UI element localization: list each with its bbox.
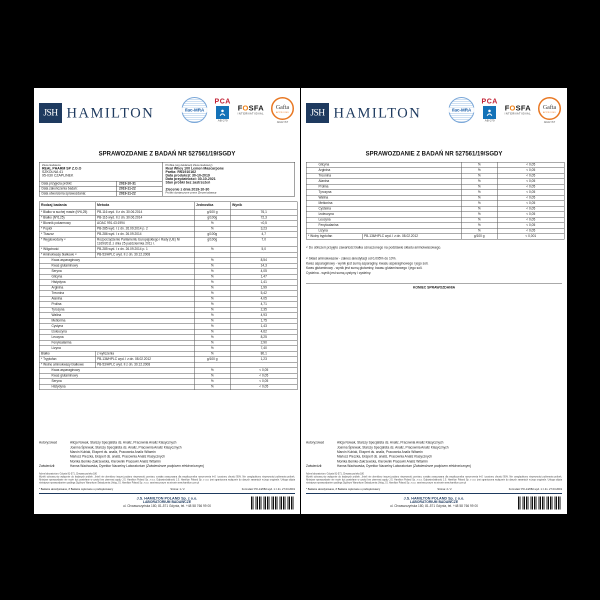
results-table-page2 — [306, 162, 565, 240]
pca-pictogram-icon — [216, 106, 229, 119]
test-unit: % — [194, 351, 230, 357]
accreditation-legend: * Badanie akredytowane, # Badanie wykonane u podwykonawcy — [306, 488, 381, 491]
result-row — [39, 384, 297, 390]
authorized-label: Autoryzował: — [39, 441, 58, 445]
test-result: < 0,05 — [230, 368, 297, 374]
test-name: * Błonnik pokarmowy — [39, 221, 95, 227]
test-method: PB-285 wyd. I z dn. 26.09.2014 p. 1 — [95, 247, 194, 253]
sample-detail-line: Data produkcji: 30-10-2019 — [165, 174, 210, 178]
test-unit: % — [194, 280, 230, 286]
info-box — [39, 162, 295, 197]
test-name: Białko — [39, 351, 95, 357]
client-label: Zleceniodawca — [42, 164, 61, 167]
test-name: Histydyna — [39, 384, 194, 390]
test-name: Arginina — [39, 285, 194, 291]
ilac-mra-badge-icon: ilac-MRA — [182, 97, 208, 123]
test-result: 4,62 — [230, 329, 297, 335]
fosfa-badge-icon: FOSFA INTERNATIONAL — [237, 104, 264, 116]
results-header-row — [39, 202, 297, 210]
test-unit: % — [461, 201, 497, 207]
test-method: PB-53/HPLC wyd. II z dn. 30.12.2008 — [95, 362, 194, 368]
result-row — [306, 234, 564, 240]
test-result: < 0,05 — [497, 206, 564, 212]
test-unit: % — [461, 184, 497, 190]
client-address-line: 95-030 CZAPLINEK — [42, 174, 74, 178]
form-number: Formularz PO-14/08d wyd. 1 z dn. 27.03.2019 — [508, 488, 562, 491]
authorized-person: Alicja Nowak, Starszy Specjalista ds. Analiz, Pracownia Analiz Klasycznych — [337, 441, 444, 445]
test-name: Metionina — [39, 318, 194, 324]
test-unit: % — [194, 368, 230, 374]
test-result: < 0,05 — [497, 201, 564, 207]
test-result: 1,47 — [230, 274, 297, 280]
date-row — [40, 186, 163, 191]
test-unit: % — [194, 269, 230, 275]
test-unit: % — [461, 168, 497, 174]
brand-name: HAMILTON — [66, 104, 155, 121]
test-name: Metionina — [306, 201, 461, 207]
test-result: < 0,05 — [497, 228, 564, 234]
accreditation-legend: * Badanie akredytowane, # Badanie wykonane u podwykonawcy — [39, 488, 114, 491]
test-unit: % — [194, 346, 230, 352]
results-table-page1 — [39, 202, 298, 390]
test-name: Seryna — [39, 379, 194, 385]
test-name: Histydyna — [39, 280, 194, 286]
test-name: Leucyna — [39, 335, 194, 341]
test-unit: % — [194, 302, 230, 308]
ilac-mra-badge-icon: ilac-MRA — [449, 97, 475, 123]
hamilton-logo — [39, 103, 154, 123]
test-method: z wyliczenia — [95, 351, 194, 357]
test-result: 2,90 — [230, 340, 297, 346]
barcode — [518, 497, 562, 510]
order-line: Zlecenie z dnia 2019-10-30 — [165, 188, 210, 192]
delivery-line: Próbki dostarczone przez Zleceniodawcę — [165, 191, 217, 195]
test-method: PB-136/HPLC wyd. I z dn. 08.02.2012 — [362, 234, 461, 240]
lab-address-line: Adres laboratorium: Gdynia 81-571, Chwaszczyńska 180 — [306, 472, 364, 476]
test-result: < 0,05 — [497, 217, 564, 223]
lab-address-line: Adres laboratorium: Gdynia 81-571, Chwaszczyńska 180 — [39, 472, 97, 476]
company-name: J.S. HAMILTON POLAND Sp. z o.o. — [136, 496, 198, 501]
authorized-person: Monika Bemke-Zakrzewska, Kierownik Pracowni Analiz Witamin — [70, 459, 161, 464]
test-unit: g/100g — [194, 215, 230, 221]
test-result: < 0,05 — [497, 190, 564, 196]
authorized-person: Joanna Śpiewak, Starszy Specjalista ds. Analiz, Pracownia Analiz Klasycznych — [337, 445, 449, 450]
test-method: PB-53/HPLC wyd. II z dn. 30.12.2008 — [95, 252, 194, 258]
test-result: 76,1 — [230, 210, 297, 216]
legal-paragraph: Wyniki odnoszą się wyłącznie do badanych próbek. Jeżeli nie określono inaczej podano niepewność pomiaru; została oszacowana dla współczynnika rozszerzenia k=2 i poziomu ufności 95%. Nie uwzględniono niepewności pobierania próbek. Niniejsze sprawozdanie nie może być powielane w części bez pisemnej zgody J.S. Hamilton Poland Sp. z o.o. Odpowiedzialność J.S. Hamilton Poland Sp. z o.o. jest ograniczona wyłącznie do danych zawartych w jego oryginale. Usługa objęta niniejszym sprawozdaniem podlega Ogólnym Warunkom Świadczenia Usług J.S. Hamilton Poland Sp. z o.o. zamieszczonym na stronie www.hamilton.com.pl — [306, 475, 562, 485]
test-unit: % — [461, 162, 497, 168]
test-unit: % — [461, 223, 497, 229]
date-label: Data przyjęcia próbki: — [41, 182, 73, 186]
test-name: Lizyna — [306, 228, 461, 234]
test-unit: % — [194, 296, 230, 302]
test-method: PB-116 wyd. II z dn. 30.06.2014 — [95, 210, 194, 216]
test-unit: % — [194, 307, 230, 313]
date-row — [40, 191, 163, 196]
page-header — [39, 96, 295, 144]
date-value: 2019-11-22 — [117, 187, 163, 192]
test-name: Seryna — [39, 269, 194, 275]
test-name: Alanina — [39, 296, 194, 302]
test-unit: g/100 g — [194, 210, 230, 216]
page-number: Strona: 1 / 2 — [170, 488, 185, 491]
test-result: <0,5 — [230, 221, 297, 227]
test-result: 7,40 — [230, 346, 297, 352]
date-label: Data utworzenia sprawozdania: — [41, 192, 87, 196]
test-result: 3,23 — [230, 226, 297, 232]
test-method: AOAC 991.43:1994 — [95, 221, 194, 227]
test-name: Walina — [306, 195, 461, 201]
authorized-person: Marcin Kubiak, Ekspert ds. analiz, Pracownia Analiz Witamin — [70, 450, 156, 454]
test-name: Treonina — [306, 173, 461, 179]
approved-person: Hanna Wachowska, Dyrektor Naczelny Laboratorium (Zatwierdzone podpisem elektronicznym) — [337, 464, 472, 468]
sample-panel — [162, 163, 295, 197]
company-name: J.S. HAMILTON POLAND Sp. z o.o. — [403, 496, 465, 501]
test-result: < 0,05 — [497, 223, 564, 229]
test-result: 7,0 — [230, 237, 297, 247]
page-footer — [306, 441, 562, 508]
test-name: * Popiół — [39, 226, 95, 232]
test-result: < 0,05 — [230, 379, 297, 385]
test-result: 80,1 — [230, 351, 297, 357]
test-unit: g/100g — [194, 237, 230, 247]
test-method: Rozporządzenie Parlamentu Europejskiego i Rady (UE) Nr 1169/2011 z dnia 25 października 2011 r. — [95, 237, 194, 247]
test-name: Arginina — [306, 168, 461, 174]
test-result: 5,42 — [230, 291, 297, 297]
company-block — [306, 493, 562, 508]
test-name: * Białko (N*6,25) — [39, 215, 95, 221]
test-unit: g/100 g — [461, 234, 497, 240]
company-address: ul. Chwaszczyńska 180, 81-571 Gdynia, tel. +48 58 766 99 00 — [122, 504, 212, 508]
certification-badges — [449, 97, 562, 124]
test-method: PB-116 wyd. II z dn. 30.06.2014 — [95, 215, 194, 221]
test-result: < 0,05 — [230, 384, 297, 390]
test-result: 1,75 — [230, 318, 297, 324]
test-unit: g/100 g — [194, 357, 230, 363]
hamilton-monogram-icon: JSH — [306, 103, 329, 123]
approved-person: Hanna Wachowska, Dyrektor Naczelny Laboratorium (Zatwierdzone podpisem elektronicznym) — [70, 464, 205, 468]
company-block — [39, 493, 295, 508]
test-name: * Tłuszcz — [39, 232, 95, 238]
test-result: 5,0 — [230, 247, 297, 253]
test-unit: % — [194, 285, 230, 291]
test-result: < 0,001 — [497, 234, 564, 240]
test-name: * Wolne aminokwasy białkowe — [39, 362, 95, 368]
page-header — [306, 96, 562, 144]
test-unit: % — [461, 212, 497, 218]
signatures-block — [306, 441, 562, 469]
test-unit: % — [194, 313, 230, 319]
test-method: PB-136/HPLC wyd. I z dn. 08.02.2012 — [95, 357, 194, 363]
test-name: * Tryptofan — [39, 357, 95, 363]
test-unit: % — [194, 274, 230, 280]
test-unit: % — [194, 263, 230, 269]
test-name: Kwas glutaminowy — [39, 263, 194, 269]
test-unit: % — [461, 179, 497, 185]
meta-row — [39, 488, 295, 491]
test-name: Glicyna — [306, 162, 461, 168]
date-value: 2019-10-31 — [117, 182, 163, 187]
col-header-test: Rodzaj badania — [39, 202, 95, 210]
test-unit: % — [194, 226, 230, 232]
test-unit: % — [461, 195, 497, 201]
authorized-person: Joanna Śpiewak, Starszy Specjalista ds. Analiz, Pracownia Analiz Klasycznych — [70, 445, 182, 450]
hamilton-monogram-icon: JSH — [39, 103, 62, 123]
col-header-result: Wynik — [230, 202, 297, 210]
approved-label: Zatwierdził: — [306, 464, 323, 468]
pca-badge-icon: PCA AB 079 — [481, 97, 498, 123]
brand-name: HAMILTON — [333, 104, 422, 121]
test-unit: % — [461, 217, 497, 223]
authorized-person: Monika Bemke-Zakrzewska, Kierownik Pracowni Analiz Witamin — [337, 459, 428, 464]
test-result: 2,35 — [230, 307, 297, 313]
col-header-method: Metoda — [95, 202, 194, 210]
sample-details — [166, 171, 292, 185]
test-unit: % — [194, 340, 230, 346]
test-result: < 0,05 — [497, 173, 564, 179]
test-name: Izoleucyna — [39, 329, 194, 335]
pca-badge-icon: PCA AB 079 — [214, 97, 231, 123]
page-number: Strona: 2 / 2 — [437, 488, 452, 491]
test-unit: % — [194, 373, 230, 379]
test-name: * Węglowodany ¹⁾ — [39, 237, 95, 247]
test-name: Kwas glutaminowy — [39, 373, 194, 379]
test-result: < 0,05 — [497, 162, 564, 168]
report-title: SPRAWOZDANIE Z BADAŃ NR 527561/19/SGDY — [365, 150, 503, 157]
test-name: Fenyloalanina — [39, 340, 194, 346]
test-result: < 0,05 — [497, 179, 564, 185]
test-unit: % — [194, 247, 230, 253]
test-name: Walina — [39, 313, 194, 319]
footnote-2-line: ²⁾ Skład aminokwasów - zakres akredytacji od 0,095% do 10%. — [306, 256, 397, 261]
page-footer — [39, 441, 295, 508]
test-name: Prolina — [306, 184, 461, 190]
certification-badges — [182, 97, 295, 124]
test-unit: % — [194, 384, 230, 390]
meta-row — [306, 488, 562, 491]
test-result: < 0,05 — [497, 168, 564, 174]
test-name: Glicyna — [39, 274, 194, 280]
test-result: 72,3 — [230, 215, 297, 221]
date-value: 2019-11-22 — [117, 192, 163, 197]
test-unit: % — [461, 173, 497, 179]
end-of-report-label: KONIEC SPRAWOZDANIA — [412, 285, 456, 290]
test-name: Treonina — [39, 291, 194, 297]
authorized-person: Mariusz Pieczka, Ekspert ds. analiz, Pracownia Analiz Klasycznych — [70, 455, 166, 459]
report-title: SPRAWOZDANIE Z BADAŃ NR 527561/19/SGDY — [98, 150, 236, 157]
test-result: 4,7 — [230, 232, 297, 238]
sample-name: Real Whey 100 Lemon Mascarpone — [165, 167, 224, 171]
test-result: 8,54 — [230, 258, 297, 264]
test-result: 1,99 — [230, 285, 297, 291]
test-name: Cystyna — [39, 324, 194, 330]
test-result: 14,3 — [230, 263, 297, 269]
company-dept: LABORATORIUM BADAWCZE — [142, 500, 192, 504]
form-number: Formularz PO-14/08d wyd. 1 z dn. 27.03.2019 — [241, 488, 295, 491]
result-row — [39, 237, 297, 247]
test-method: PB-285 wyd. I z dn. 26.09.2014 p. 2 — [95, 226, 194, 232]
col-header-unit: Jednostka — [194, 202, 230, 210]
end-divider — [306, 283, 562, 284]
date-row — [40, 181, 163, 186]
pca-pictogram-icon — [483, 106, 496, 119]
test-unit: % — [194, 291, 230, 297]
test-name: * Wilgotność — [39, 247, 95, 253]
test-name: * Wolny tryptofan — [306, 234, 362, 240]
signatures-block — [39, 441, 295, 469]
footnote-1: ¹⁾ Do obliczeń przyjęto zawartość białka oznaczonego na podstawie składu aminokwasowego. — [306, 246, 442, 250]
test-unit: % — [461, 190, 497, 196]
client-name: REAL PHARM SP Z.O.O — [42, 167, 82, 171]
test-unit: % — [194, 324, 230, 330]
test-name: Tyrozyna — [306, 190, 461, 196]
report-page-2 — [301, 88, 567, 514]
test-name: Alanina — [306, 179, 461, 185]
test-result: 1,41 — [230, 280, 297, 286]
test-name: Lizyna — [39, 346, 194, 352]
fosfa-badge-icon: FOSFA INTERNATIONAL — [504, 104, 531, 116]
legal-text — [39, 473, 295, 485]
test-result: 8,25 — [230, 335, 297, 341]
client-address — [42, 171, 160, 178]
test-name: Izoleucyna — [306, 212, 461, 218]
test-unit: % — [461, 228, 497, 234]
test-result: 4,93 — [230, 313, 297, 319]
test-unit: % — [194, 258, 230, 264]
authorized-person: Mariusz Pieczka, Ekspert ds. analiz, Pracownia Analiz Klasycznych — [337, 455, 433, 459]
test-unit: % — [461, 206, 497, 212]
test-method: PB-286 wyd. I z dn. 26.09.2014 — [95, 232, 194, 238]
report-page-1 — [34, 88, 300, 514]
test-name: Cysteina — [306, 206, 461, 212]
test-name: * Białko w suchej masie (N*6,25) — [39, 210, 95, 216]
footnote-2-line: Kwas asparaginowy - wynik jest sumą asparaginy, kwasu asparaginowego i jego soli. — [306, 261, 429, 266]
test-name: Tyrozyna — [39, 307, 194, 313]
sample-detail-line: Partia: RN1910162 — [165, 170, 197, 174]
sample-detail-line: Data przydatności: 30-10-2021 — [165, 177, 216, 181]
test-name: Leucyna — [306, 217, 461, 223]
test-result: < 0,05 — [230, 373, 297, 379]
footnote-2-line: Kwas glutaminowy - wynik jest sumą glutaminy, kwasu glutaminowego i jego soli. — [306, 266, 423, 271]
legal-text — [306, 473, 562, 485]
gafta-badge-icon: Gafta APPROVED ANALYST — [270, 97, 295, 124]
approved-label: Zatwierdził: — [39, 464, 56, 468]
gafta-badge-icon: Gafta APPROVED ANALYST — [537, 97, 562, 124]
client-address-line: SZKOLNA 41 — [42, 170, 64, 174]
test-unit: g/100g — [194, 232, 230, 238]
test-result: < 0,05 — [497, 195, 564, 201]
test-unit: % — [194, 335, 230, 341]
footnote-2 — [306, 256, 562, 276]
test-unit: % — [194, 318, 230, 324]
authorized-person: Marcin Kubiak, Ekspert ds. analiz, Pracownia Analiz Witamin — [337, 450, 423, 454]
test-result: 4,05 — [230, 296, 297, 302]
test-result: < 0,05 — [497, 212, 564, 218]
test-unit: % — [194, 329, 230, 335]
authorized-person: Alicja Nowak, Starszy Specjalista ds. Analiz, Pracownia Analiz Klasycznych — [70, 441, 177, 445]
sample-detail-line: Stan próbki bez zastrzeżeń — [165, 181, 211, 185]
test-name: * Aminokwasy białkowe ²⁾ — [39, 252, 95, 258]
test-name: Kwas asparaginowy — [39, 368, 194, 374]
authorized-label: Autoryzował: — [306, 441, 325, 445]
sample-label: Próbka (wg deklaracji Zleceniodawcy) — [165, 164, 213, 167]
barcode — [251, 497, 295, 510]
client-panel — [40, 163, 163, 197]
date-label: Data zakończenia badań: — [41, 187, 78, 191]
test-name: Fenyloalanina — [306, 223, 461, 229]
test-result: 1,43 — [230, 324, 297, 330]
test-result: 4,05 — [230, 269, 297, 275]
hamilton-logo — [306, 103, 421, 123]
test-unit: % — [194, 379, 230, 385]
test-result: < 0,05 — [497, 184, 564, 190]
footnotes — [306, 246, 562, 276]
test-name: Prolina — [39, 302, 194, 308]
test-result: 4,71 — [230, 302, 297, 308]
company-address: ul. Chwaszczyńska 180, 81-571 Gdynia, tel. +48 58 766 99 00 — [389, 504, 479, 508]
company-dept: LABORATORIUM BADAWCZE — [409, 500, 459, 504]
footnote-2-line: Cysteina - wynik jest sumą cystyny i cysteiny. — [306, 271, 372, 275]
test-unit: % — [194, 221, 230, 227]
date-rows — [40, 181, 163, 196]
legal-paragraph: Wyniki odnoszą się wyłącznie do badanych próbek. Jeżeli nie określono inaczej podano niepewność pomiaru; została oszacowana dla współczynnika rozszerzenia k=2 i poziomu ufności 95%. Nie uwzględniono niepewności pobierania próbek. Niniejsze sprawozdanie nie może być powielane w części bez pisemnej zgody J.S. Hamilton Poland Sp. z o.o. Odpowiedzialność J.S. Hamilton Poland Sp. z o.o. jest ograniczona wyłącznie do danych zawartych w jego oryginale. Usługa objęta niniejszym sprawozdaniem podlega Ogólnym Warunkom Świadczenia Usług J.S. Hamilton Poland Sp. z o.o. zamieszczonym na stronie www.hamilton.com.pl — [39, 475, 295, 485]
test-result: 1,23 — [230, 357, 297, 363]
test-name: Kwas asparaginowy — [39, 258, 194, 264]
